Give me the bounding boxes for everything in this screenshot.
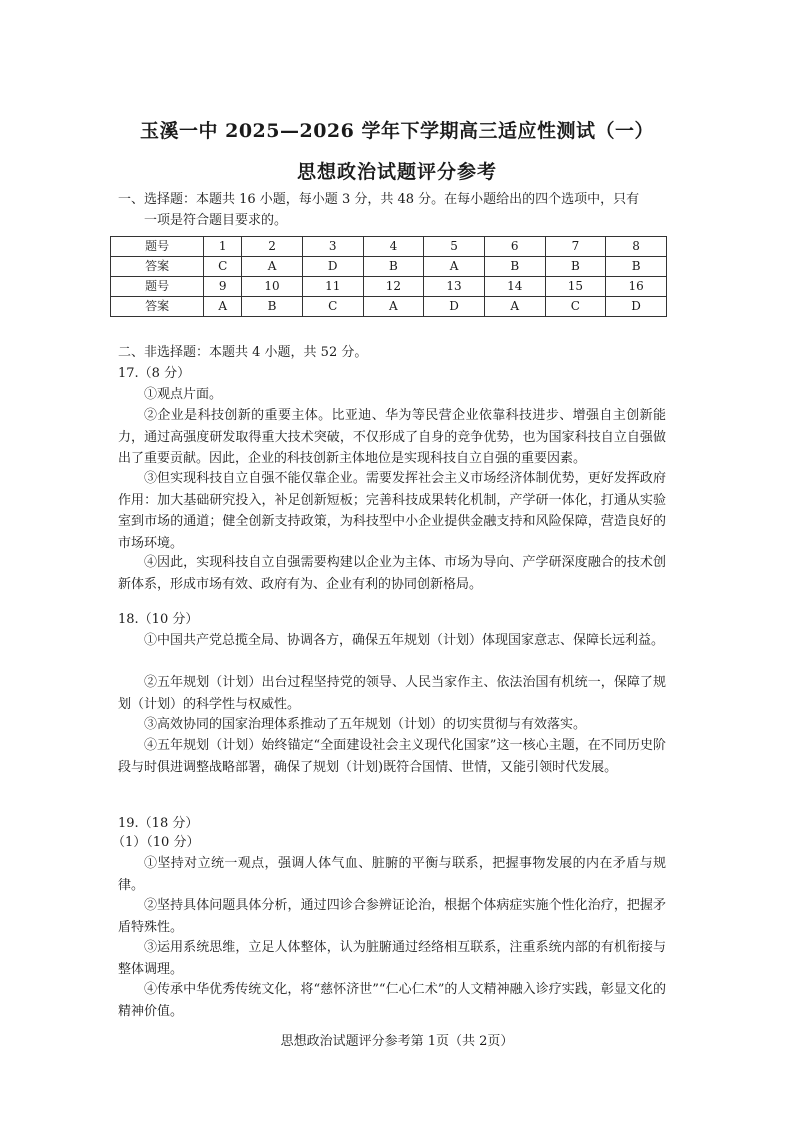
question-number: 8	[606, 237, 667, 257]
answer-cell: C	[204, 257, 242, 277]
question-number: 6	[484, 237, 545, 257]
row-label: 答案	[111, 257, 204, 277]
q19-subpart-1: （1）（10 分）	[112, 835, 200, 850]
table-row-answers-2	[111, 297, 667, 317]
q18-heading: 18.（10 分）	[118, 612, 199, 627]
question-number: 7	[545, 237, 606, 257]
q19-heading: 19.（18 分）	[118, 816, 199, 831]
question-number: 14	[484, 277, 545, 297]
question-number: 11	[302, 277, 363, 297]
question-number: 3	[302, 237, 363, 257]
page-footer: 思想政治试题评分参考第 1页（共 2页）	[280, 1034, 514, 1049]
q19-point-3: ③运用系统思维，立足人体整体，认为脏腑通过经络相互联系，注重系统内部的有机衔接与整体调理。	[118, 940, 666, 977]
table-row-numbers-1	[111, 237, 667, 257]
answer-cell: C	[545, 297, 606, 317]
question-number: 15	[545, 277, 606, 297]
q17-point-2: ②企业是科技创新的重要主体。比亚迪、华为等民营企业依靠科技进步、增强自主创新能力，通过高强度研发取得重大技术突破，不仅形成了自身的竞争优势，也为国家科技自立自强做出了重要贡献。因此，企业的科技创新主体地位是实现科技自立自强的重要因素。	[118, 408, 666, 466]
answer-cell: B	[606, 257, 667, 277]
question-number: 16	[606, 277, 667, 297]
question-number: 13	[424, 277, 485, 297]
page-subtitle: 思想政治试题评分参考	[296, 161, 497, 183]
table-row-answers-1	[111, 257, 667, 277]
answer-cell: A	[424, 257, 485, 277]
page-title: 玉溪一中 2025—2026 学年下学期高三适应性测试（一）	[140, 120, 654, 142]
answer-cell: A	[363, 297, 424, 317]
q17-point-1: ①观点片面。	[144, 387, 223, 402]
question-number: 2	[242, 237, 303, 257]
answer-cell: B	[545, 257, 606, 277]
question-number: 9	[204, 277, 242, 297]
question-number: 1	[204, 237, 242, 257]
question-number: 4	[363, 237, 424, 257]
answer-cell: C	[302, 297, 363, 317]
answer-cell: A	[204, 297, 242, 317]
answer-cell: D	[424, 297, 485, 317]
answer-cell: B	[363, 257, 424, 277]
question-number: 10	[242, 277, 303, 297]
question-number: 5	[424, 237, 485, 257]
q18-point-2: ②五年规划（计划）出台过程坚持党的领导、人民当家作主、依法治国有机统一，保障了规划（计划）的科学性与权威性。	[118, 675, 666, 712]
section-one-line1: 一、选择题：本题共 16 小题，每小题 3 分，共 48 分。在每小题给出的四个选项中，只有	[118, 192, 640, 207]
q19-point-1: ①坚持对立统一观点，强调人体气血、脏腑的平衡与联系，把握事物发展的内在矛盾与规律。	[118, 856, 666, 893]
question-number: 12	[363, 277, 424, 297]
table-row-numbers-2	[111, 277, 667, 297]
answer-cell: D	[302, 257, 363, 277]
section-one-line2: 一项是符合题目要求的。	[144, 213, 288, 228]
answer-table	[110, 236, 667, 317]
q19-point-4: ④传承中华优秀传统文化，将“慈怀济世”“仁心仁术”的人文精神融入诊疗实践，彰显文化的精神价值。	[118, 982, 666, 1019]
q18-point-1: ①中国共产党总揽全局、协调各方，确保五年规划（计划）体现国家意志、保障长远利益。	[144, 633, 665, 648]
q18-point-4: ④五年规划（计划）始终锚定“全面建设社会主义现代化国家”这一核心主题，在不同历史阶段与时俱进调整战略部署，确保了规划（计划)既符合国情、世情，又能引领时代发展。	[118, 738, 666, 775]
row-label: 答案	[111, 297, 204, 317]
answer-cell: A	[484, 297, 545, 317]
answer-cell: A	[242, 257, 303, 277]
q17-point-3: ③但实现科技自立自强不能仅靠企业。需要发挥社会主义市场经济体制优势，更好发挥政府作用：加大基础研究投入，补足创新短板；完善科技成果转化机制，产学研一体化，打通从实验室到市场的通道；健全创新支持政策，为科技型中小企业提供金融支持和风险保障，营造良好的市场环境。	[118, 471, 666, 551]
section-one-instructions	[118, 189, 678, 231]
answer-cell: B	[242, 297, 303, 317]
row-label: 题号	[111, 277, 204, 297]
q17-point-4: ④因此，实现科技自立自强需要构建以企业为主体、市场为导向、产学研深度融合的技术创新体系，形成市场有效、政府有为、企业有利的协同创新格局。	[118, 555, 666, 592]
row-label: 题号	[111, 237, 204, 257]
q18-point-3: ③高效协同的国家治理体系推动了五年规划（计划）的切实贯彻与有效落实。	[144, 717, 587, 732]
section-two-heading: 二、非选择题：本题共 4 小题，共 52 分。	[118, 345, 368, 360]
q17-heading: 17.（8 分）	[118, 366, 191, 381]
answer-cell: B	[484, 257, 545, 277]
q19-point-2: ②坚持具体问题具体分析，通过四诊合参辨证论治，根据个体病症实施个性化治疗，把握矛盾特殊性。	[118, 898, 666, 935]
answer-cell: D	[606, 297, 667, 317]
